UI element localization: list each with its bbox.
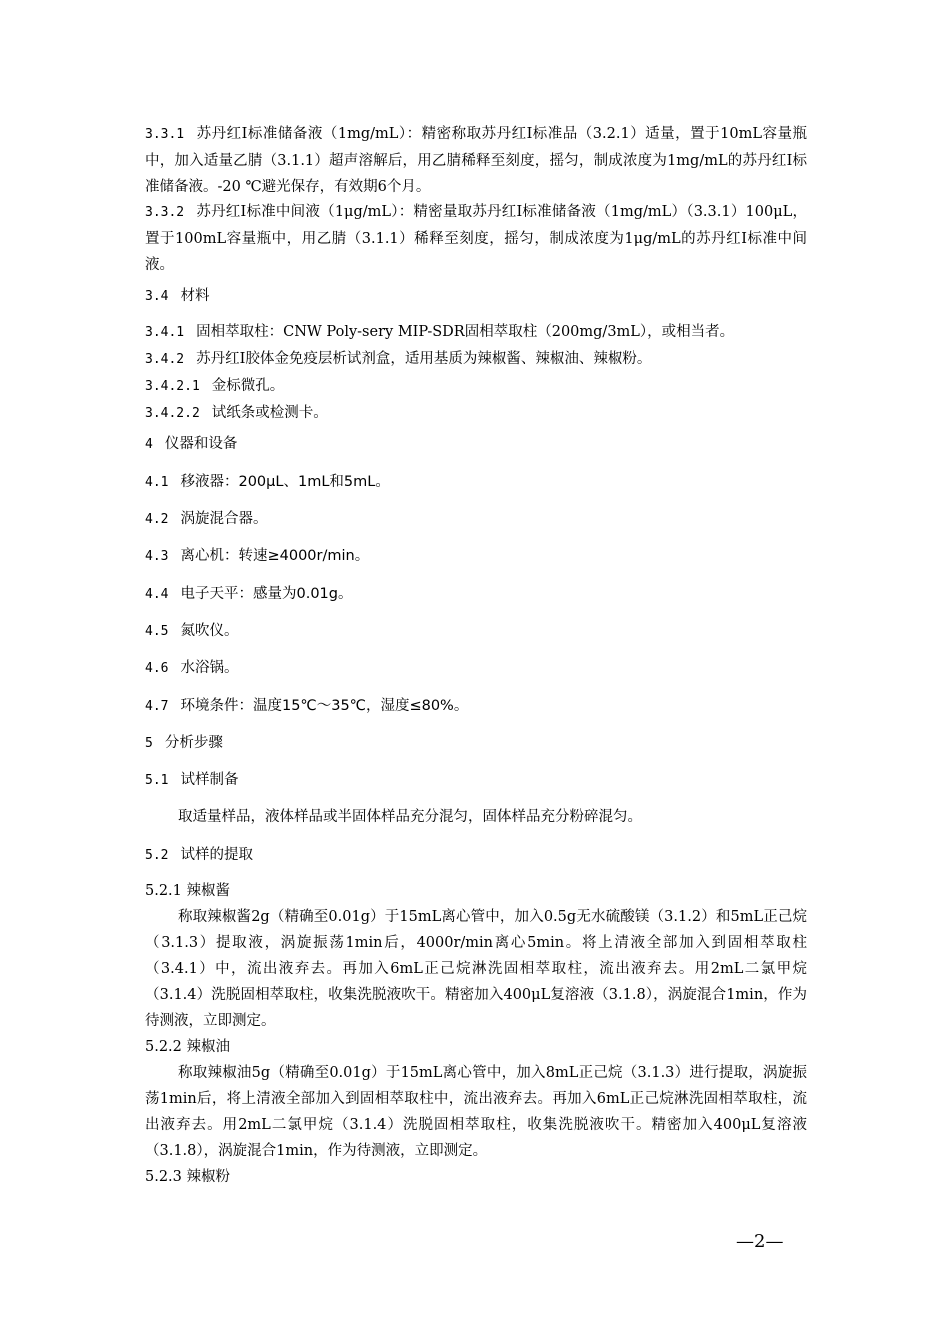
- clause-text: 离心机：转速≥4000r/min。: [180, 548, 370, 564]
- heading-text: 仪器和设备: [164, 436, 238, 452]
- heading-number: 4: [145, 437, 153, 452]
- clause-number: 4.1: [145, 475, 169, 490]
- clause-text: 苏丹红Ⅰ标准中间液（1μg/mL）：精密量取苏丹红Ⅰ标准储备液（1mg/mL）（3.3.1）100μL，置于100mL容量瓶中，用乙腈（3.1.1）稀释至刻度，摇匀，制成浓度为1μg/mL的苏丹红Ⅰ标准中间液。: [145, 204, 807, 273]
- section-5-2-heading: [145, 842, 807, 869]
- clause-text: 水浴锅。: [180, 660, 239, 676]
- clause-number: 3.3.1: [145, 127, 185, 142]
- heading-text: 材料: [180, 288, 210, 304]
- clause-text: 涡旋混合器。: [180, 511, 268, 527]
- clause-number: 4.2: [145, 512, 169, 527]
- section-5-2-body: [145, 878, 807, 1190]
- heading-number: 5.1: [145, 773, 169, 788]
- section-3-3-2: [145, 199, 807, 278]
- clause-number: 4.4: [145, 587, 169, 602]
- section-3-3-1: [145, 121, 807, 200]
- section-4-5: [145, 618, 807, 645]
- heading-number: 3.4: [145, 289, 169, 304]
- paragraph: 取适量样品，液体样品或半固体样品充分混匀，固体样品充分粉碎混匀。: [178, 809, 642, 825]
- clause-text: 金标微孔。: [211, 378, 285, 394]
- page-number: —2—: [736, 1231, 784, 1252]
- clause-number: 4.6: [145, 661, 169, 676]
- clause-number: 3.4.1: [145, 325, 185, 340]
- heading-text: 试样的提取: [180, 847, 253, 863]
- clause-text: 试纸条或检测卡。: [211, 405, 328, 421]
- clause-number: 4.5: [145, 624, 169, 639]
- clause-number: 4.7: [145, 699, 169, 714]
- subsection-heading: 5.2.1 辣椒酱: [145, 883, 231, 899]
- section-4-3: [145, 543, 807, 570]
- section-4-heading: [145, 431, 807, 458]
- clause-text: 苏丹红Ⅰ胶体金免疫层析试剂盒，适用基质为辣椒酱、辣椒油、辣椒粉。: [196, 351, 652, 367]
- section-4-4: [145, 581, 807, 608]
- clause-number: 3.4.2: [145, 352, 185, 367]
- clause-text: 氮吹仪。: [180, 623, 239, 639]
- heading-text: 分析步骤: [164, 735, 223, 751]
- section-4-7: [145, 693, 807, 720]
- clause-number: 3.4.2.1: [145, 379, 200, 394]
- clause-text: 苏丹红Ⅰ标准储备液（1mg/mL）：精密称取苏丹红Ⅰ标准品（3.2.1）适量，置于10mL容量瓶中，加入适量乙腈（3.1.1）超声溶解后，用乙腈稀释至刻度，摇匀，制成浓度为1mg/mL的苏丹红Ⅰ标准储备液。-20 ℃避光保存，有效期6个月。: [145, 126, 807, 195]
- section-4-2: [145, 506, 807, 533]
- section-3-4-items: [145, 319, 807, 427]
- subsection-heading: 5.2.3 辣椒粉: [145, 1169, 231, 1185]
- subsection-heading: 5.2.2 辣椒油: [145, 1039, 231, 1055]
- heading-number: 5.2: [145, 848, 169, 863]
- paragraph: 称取辣椒酱2g（精确至0.01g）于15mL离心管中，加入0.5g无水硫酸镁（3.1.2）和5mL正己烷（3.1.3）提取液，涡旋振荡1min后，4000r/min离心5min。将上清液全部加入到固相萃取柱（3.4.1）中，流出液弃去。再加入6mL正己烷淋洗固相萃取柱，流出液弃去。用2mL二氯甲烷（3.1.4）洗脱固相萃取柱，收集洗脱液吹干。精密加入400μL复溶液（3.1.8），涡旋混合1min，作为待测液，立即测定。: [145, 909, 807, 1029]
- section-5-1-heading: [145, 767, 807, 794]
- clause-text: 固相萃取柱：CNW Poly-sery MIP-SDR固相萃取柱（200mg/3mL），或相当者。: [196, 324, 735, 340]
- heading-text: 试样制备: [180, 772, 239, 788]
- clause-text: 环境条件：温度15℃～35℃，湿度≤80%。: [180, 698, 469, 714]
- section-4-1: [145, 469, 807, 496]
- clause-number: 3.3.2: [145, 205, 185, 220]
- heading-number: 5: [145, 736, 153, 751]
- section-4-6: [145, 655, 807, 682]
- clause-text: 电子天平：感量为0.01g。: [180, 586, 353, 602]
- clause-number: 4.3: [145, 549, 169, 564]
- section-5-heading: [145, 730, 807, 757]
- section-5-1-body: [145, 804, 807, 830]
- clause-text: 移液器：200μL、1mL和5mL。: [180, 474, 390, 490]
- clause-number: 3.4.2.2: [145, 406, 200, 421]
- paragraph: 称取辣椒油5g（精确至0.01g）于15mL离心管中，加入8mL正己烷（3.1.3）进行提取，涡旋振荡1min后，将上清液全部加入到固相萃取柱中，流出液弃去。再加入6mL正己烷淋洗固相萃取柱，流出液弃去。用2mL二氯甲烷（3.1.4）洗脱固相萃取柱，收集洗脱液吹干。精密加入400μL复溶液（3.1.8），涡旋混合1min，作为待测液，立即测定。: [145, 1065, 807, 1159]
- section-3-4-heading: [145, 283, 807, 310]
